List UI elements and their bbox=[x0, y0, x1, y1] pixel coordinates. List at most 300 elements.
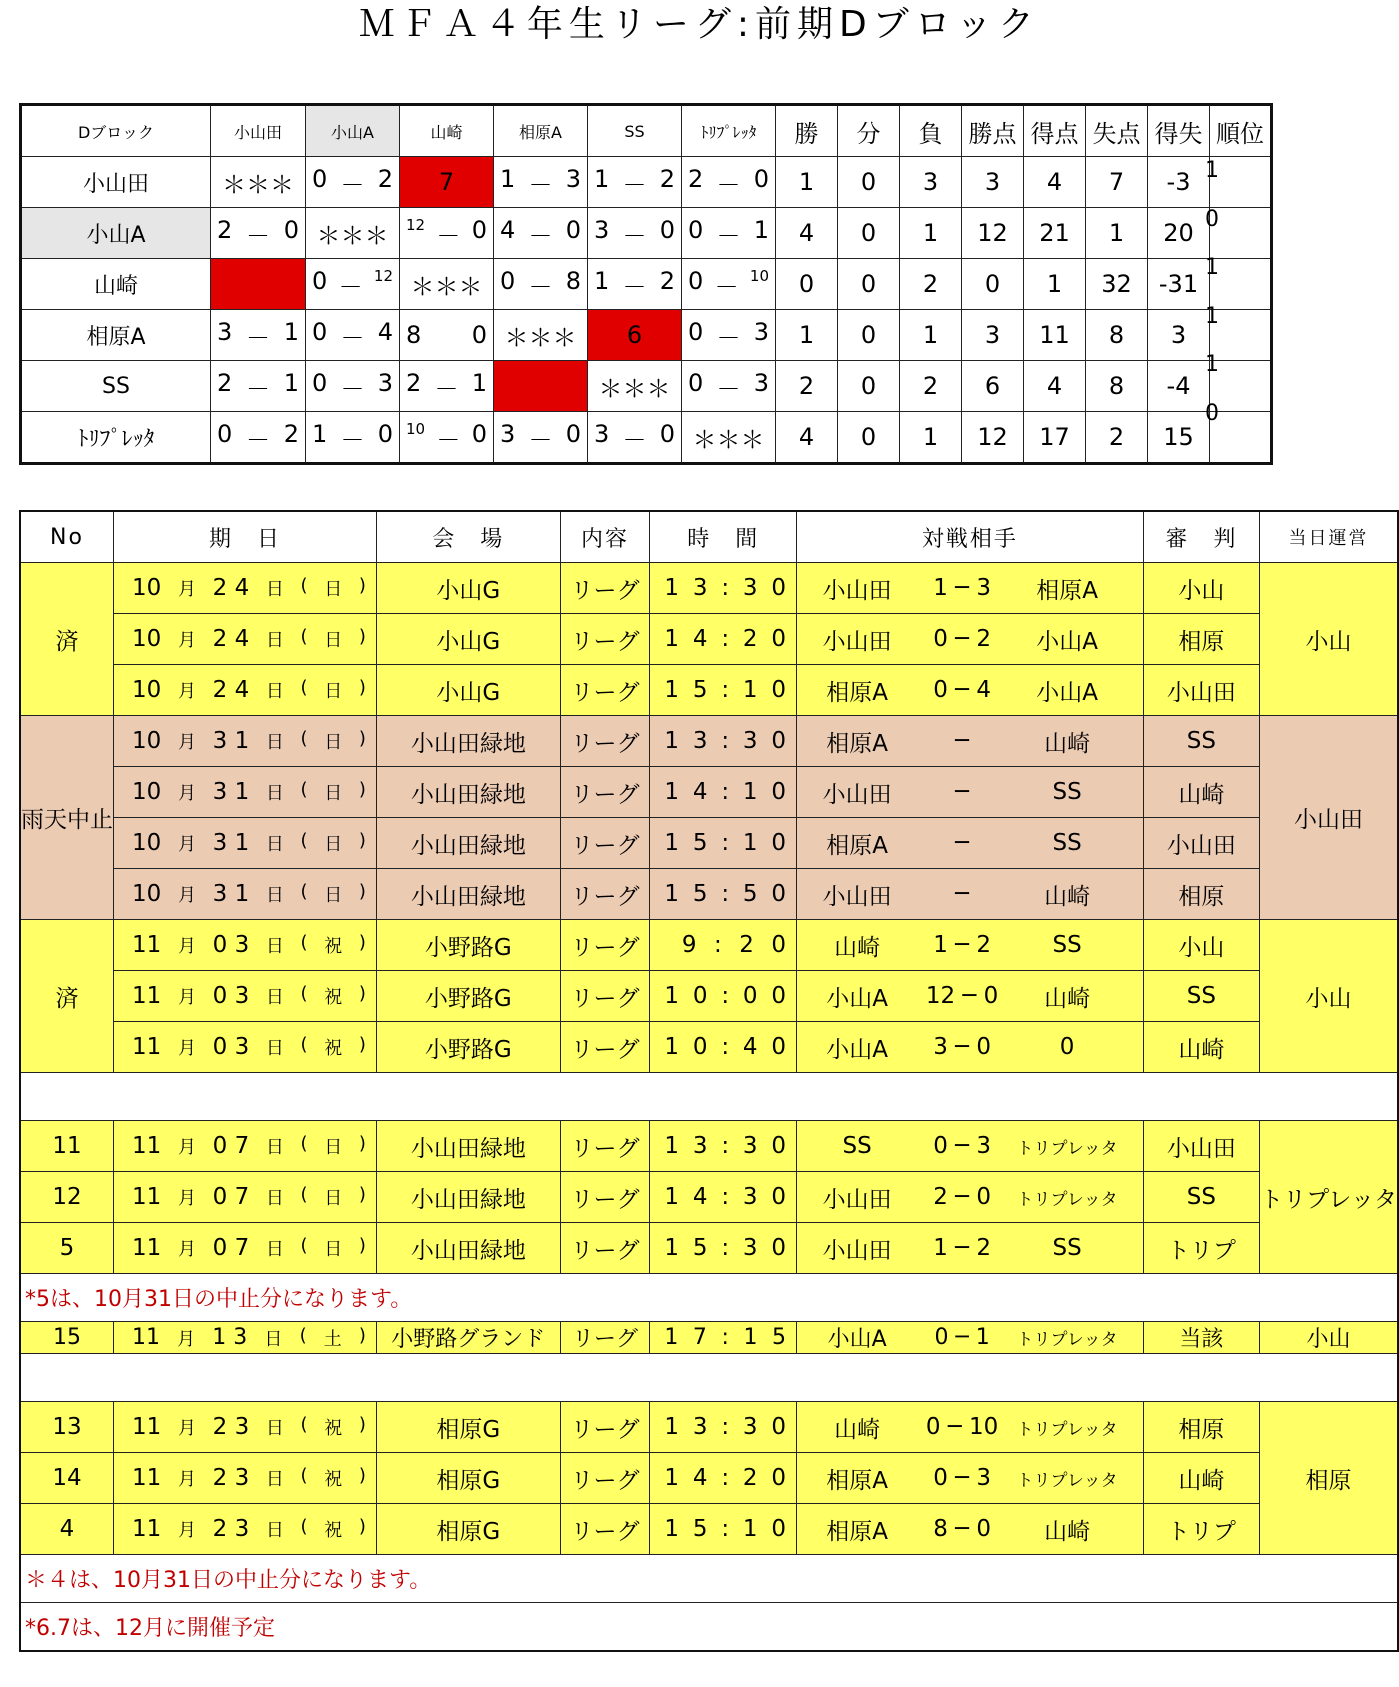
paren-open: ( bbox=[300, 677, 308, 698]
standings-row bbox=[21, 208, 1272, 259]
time-cell bbox=[650, 1453, 797, 1504]
date-cell bbox=[114, 1223, 377, 1274]
date bbox=[114, 779, 376, 805]
stat-cell: 17 bbox=[1024, 412, 1086, 464]
standings-row bbox=[21, 259, 1272, 310]
match-no: 15 bbox=[20, 1322, 114, 1354]
away-team: SS bbox=[1052, 932, 1082, 958]
stat-cell: 1 bbox=[1024, 259, 1086, 310]
date-cell bbox=[114, 1172, 377, 1223]
away-team: SS bbox=[1052, 1235, 1082, 1261]
stat-cell: 1 bbox=[900, 412, 962, 464]
date bbox=[114, 626, 376, 652]
self-match-cell: ＊＊＊ bbox=[494, 310, 588, 361]
time-digit: 1 bbox=[664, 830, 679, 856]
match bbox=[797, 1181, 1143, 1214]
date bbox=[114, 1034, 376, 1060]
stat-cell: 1 bbox=[776, 310, 838, 361]
score-part: 2 bbox=[283, 419, 299, 448]
match-type: リーグ bbox=[560, 1402, 650, 1453]
match-row bbox=[20, 1402, 1398, 1453]
time-cell bbox=[650, 1121, 797, 1172]
match-row bbox=[20, 1453, 1398, 1504]
time-digit: 1 bbox=[664, 779, 679, 805]
match-score: 0 ─ 3 bbox=[933, 1465, 991, 1491]
time-cell bbox=[650, 1322, 797, 1354]
date bbox=[114, 1235, 376, 1261]
away-team: 小山A bbox=[1036, 628, 1098, 655]
day-unit: 日 bbox=[264, 1328, 283, 1350]
stat-cell: 11 bbox=[1024, 310, 1086, 361]
time-digit: 1 bbox=[664, 1414, 679, 1440]
match-type: リーグ bbox=[560, 920, 650, 971]
standings-header-cell: ﾄﾘﾌﾟﾚｯﾀ bbox=[682, 105, 776, 157]
paren-open: ( bbox=[300, 1516, 308, 1537]
score-part: 4 bbox=[500, 215, 516, 244]
score-part: 1 bbox=[312, 419, 328, 448]
time bbox=[650, 626, 796, 652]
match bbox=[797, 572, 1143, 605]
time-colon: : bbox=[721, 779, 730, 805]
day-unit: 日 bbox=[265, 630, 284, 651]
team-name: 小山田 bbox=[21, 157, 211, 208]
venue: 小山田緑地 bbox=[376, 716, 560, 767]
score-cell bbox=[494, 259, 588, 310]
time-cell bbox=[650, 1504, 797, 1555]
venue: 小山田緑地 bbox=[376, 1121, 560, 1172]
stat-cell: 32 bbox=[1086, 259, 1148, 310]
match bbox=[797, 878, 1143, 911]
time-digit: 1 bbox=[743, 1325, 758, 1350]
match-row bbox=[20, 614, 1398, 665]
score-cell bbox=[211, 208, 306, 259]
venue: 小野路G bbox=[376, 971, 560, 1022]
weekday: 日 bbox=[324, 630, 343, 651]
score-cell bbox=[306, 361, 400, 412]
stat-cell: 0 bbox=[838, 259, 900, 310]
time-cell bbox=[650, 767, 797, 818]
standings-header-cell: 得点 bbox=[1024, 105, 1086, 157]
score-part: 3 bbox=[500, 419, 516, 448]
standings-table bbox=[19, 103, 1273, 465]
score-cell bbox=[682, 361, 776, 412]
time-digit: 2 bbox=[742, 1465, 758, 1491]
day-unit: 日 bbox=[265, 1520, 284, 1541]
score-part: 3 bbox=[377, 368, 393, 397]
score-part: － bbox=[340, 323, 365, 352]
time-digit: 2 bbox=[742, 626, 758, 652]
stat-cell: 0 bbox=[838, 208, 900, 259]
day: 2 3 bbox=[212, 1414, 250, 1440]
score-part: － bbox=[622, 170, 647, 199]
away-team: トリプレッタ bbox=[1016, 1470, 1118, 1491]
month-unit: 月 bbox=[177, 1137, 196, 1158]
match-score: 1 ─ 2 bbox=[933, 1235, 991, 1261]
match-type: リーグ bbox=[560, 767, 650, 818]
home-team: 小山A bbox=[827, 1327, 887, 1352]
note-row bbox=[20, 1274, 1398, 1322]
red-marked-cell bbox=[494, 361, 588, 412]
time-colon: : bbox=[721, 1184, 730, 1210]
day: 0 7 bbox=[212, 1235, 250, 1261]
time-colon: : bbox=[721, 830, 730, 856]
score-part: 0 bbox=[688, 368, 704, 397]
time-colon: : bbox=[721, 1235, 730, 1261]
score-part: 1 bbox=[283, 317, 299, 346]
match-score: 8 ─ 0 bbox=[933, 1516, 991, 1542]
match-score: 0 ─ 2 bbox=[933, 626, 991, 652]
stat-cell: 4 bbox=[776, 208, 838, 259]
score-part: 3 bbox=[217, 317, 233, 346]
spacer-row bbox=[20, 1354, 1398, 1402]
venue: 小山G bbox=[376, 665, 560, 716]
match-status: 雨天中止 bbox=[20, 716, 114, 920]
stat-cell: 21 bbox=[1024, 208, 1086, 259]
day-unit: 日 bbox=[265, 834, 284, 855]
venue: 相原G bbox=[376, 1453, 560, 1504]
match bbox=[797, 827, 1143, 860]
match bbox=[797, 1513, 1143, 1546]
stat-cell: 1 bbox=[900, 310, 962, 361]
time-digit: 0 bbox=[771, 626, 787, 652]
match-row bbox=[20, 971, 1398, 1022]
time-cell bbox=[650, 716, 797, 767]
referee: 山崎 bbox=[1143, 1022, 1259, 1073]
time-cell bbox=[650, 869, 797, 920]
match-status: 済 bbox=[20, 563, 114, 716]
date-cell bbox=[114, 614, 377, 665]
home-team: 山崎 bbox=[834, 1416, 881, 1443]
self-match-cell: ＊＊＊ bbox=[400, 259, 494, 310]
schedule-header-cell: 審 判 bbox=[1143, 511, 1259, 563]
schedule-table bbox=[19, 510, 1399, 1652]
match-cell bbox=[797, 1121, 1144, 1172]
venue: 小山田緑地 bbox=[376, 1172, 560, 1223]
stat-cell: 1 bbox=[776, 157, 838, 208]
score-cell bbox=[211, 361, 306, 412]
time-digit: 3 bbox=[742, 728, 758, 754]
day-unit: 日 bbox=[265, 1469, 284, 1490]
score bbox=[588, 420, 681, 455]
day: 0 7 bbox=[212, 1133, 250, 1159]
match-type: リーグ bbox=[560, 971, 650, 1022]
score-part: 0 bbox=[312, 368, 328, 397]
schedule-header-cell: 内容 bbox=[560, 511, 650, 563]
home-team: 小山田 bbox=[822, 1186, 892, 1213]
score-part: － bbox=[716, 374, 741, 403]
date-cell bbox=[114, 1322, 377, 1354]
day: 0 3 bbox=[212, 983, 250, 1009]
paren-close: ) bbox=[358, 1235, 366, 1256]
weekday: 土 bbox=[323, 1328, 342, 1350]
match-row bbox=[20, 716, 1398, 767]
match-cell bbox=[797, 1223, 1144, 1274]
referee: 相原 bbox=[1143, 1402, 1259, 1453]
match bbox=[797, 1133, 1143, 1159]
day-unit: 日 bbox=[265, 987, 284, 1008]
home-team: 小山田 bbox=[822, 577, 892, 604]
date-cell bbox=[114, 1121, 377, 1172]
time-cell bbox=[650, 665, 797, 716]
match-cell bbox=[797, 563, 1144, 614]
score-part: 0 bbox=[688, 317, 704, 346]
day: 2 3 bbox=[212, 1516, 250, 1542]
standings-header-cell: 負 bbox=[900, 105, 962, 157]
time-digit: 5 bbox=[692, 830, 708, 856]
date bbox=[114, 881, 376, 907]
time-digit: 1 bbox=[664, 983, 679, 1009]
paren-close: ) bbox=[358, 1465, 366, 1486]
date-cell bbox=[114, 869, 377, 920]
stat-cell: 4 bbox=[1024, 157, 1086, 208]
match-cell bbox=[797, 1504, 1144, 1555]
match-row bbox=[20, 1121, 1398, 1172]
paren-open: ( bbox=[300, 1465, 308, 1486]
match-cell bbox=[797, 716, 1144, 767]
self-match-cell: ＊＊＊ bbox=[682, 412, 776, 464]
match-row bbox=[20, 1322, 1398, 1354]
day: 0 7 bbox=[212, 1184, 250, 1210]
match bbox=[797, 623, 1143, 656]
score-cell bbox=[400, 412, 494, 464]
paren-open: ( bbox=[300, 626, 308, 647]
match-type: リーグ bbox=[560, 614, 650, 665]
weekday: 日 bbox=[324, 885, 343, 906]
standings-header-cell: 小山A bbox=[306, 105, 400, 157]
score-cell bbox=[588, 259, 682, 310]
match bbox=[797, 1322, 1143, 1353]
month: 10 bbox=[132, 830, 162, 856]
day: 2 4 bbox=[212, 677, 250, 703]
weekday: 祝 bbox=[324, 1418, 343, 1439]
rank-value: 0 bbox=[1205, 206, 1219, 232]
stat-cell: 12 bbox=[962, 412, 1024, 464]
home-team: 小山田 bbox=[822, 781, 892, 808]
score-part: 10 bbox=[406, 419, 426, 438]
red-marked-cell: 7 bbox=[400, 157, 494, 208]
match-row bbox=[20, 869, 1398, 920]
standings-header-cell: 得失 bbox=[1148, 105, 1210, 157]
score bbox=[306, 318, 399, 353]
stat-cell: -3 bbox=[1148, 157, 1210, 208]
page-title: ＭＦＡ４年生リーグ:前期Dブロック bbox=[358, 4, 1041, 45]
time bbox=[650, 881, 796, 907]
rank-value: 1 bbox=[1205, 352, 1219, 377]
month: 11 bbox=[132, 1184, 162, 1210]
day: 3 1 bbox=[212, 830, 250, 856]
time-digit: 0 bbox=[771, 1184, 787, 1210]
away-team: 0 bbox=[1059, 1034, 1075, 1060]
match-score: 12 ─ 0 bbox=[925, 983, 999, 1009]
weekday: 祝 bbox=[324, 1520, 343, 1541]
time-cell bbox=[650, 920, 797, 971]
stat-cell: 7 bbox=[1086, 157, 1148, 208]
match-type: リーグ bbox=[560, 1172, 650, 1223]
referee: 山崎 bbox=[1143, 767, 1259, 818]
time-colon: : bbox=[721, 1465, 730, 1491]
date-cell bbox=[114, 1402, 377, 1453]
referee: 相原 bbox=[1143, 614, 1259, 665]
self-match-cell: ＊＊＊ bbox=[211, 157, 306, 208]
time-cell bbox=[650, 563, 797, 614]
match-score: 1 ─ 3 bbox=[933, 575, 991, 601]
month: 11 bbox=[132, 1235, 162, 1261]
score-part: 3 bbox=[594, 215, 610, 244]
date-cell bbox=[114, 563, 377, 614]
score-part: 10 bbox=[749, 266, 769, 285]
day: 0 3 bbox=[212, 1034, 250, 1060]
stat-cell: 4 bbox=[1024, 361, 1086, 412]
stat-cell: -31 bbox=[1148, 259, 1210, 310]
time-digit: 4 bbox=[692, 626, 708, 652]
month-unit: 月 bbox=[177, 885, 196, 906]
rank-value: 0 bbox=[1205, 400, 1219, 426]
schedule-header-row bbox=[20, 511, 1398, 563]
match-row bbox=[20, 1022, 1398, 1073]
score-part: 0 bbox=[312, 266, 328, 295]
time-digit: 1 bbox=[664, 626, 679, 652]
note-text: ＊４は、10月31日の中止分になります。 bbox=[20, 1555, 1398, 1603]
date bbox=[114, 1325, 376, 1351]
standings-header-cell: 勝点 bbox=[962, 105, 1024, 157]
home-team: SS bbox=[842, 1133, 872, 1159]
date-cell bbox=[114, 971, 377, 1022]
match-status: 済 bbox=[20, 920, 114, 1073]
match bbox=[797, 1411, 1143, 1444]
day: 2 4 bbox=[212, 626, 250, 652]
score-part: 3 bbox=[753, 368, 769, 397]
match bbox=[797, 980, 1143, 1013]
match-type: リーグ bbox=[560, 818, 650, 869]
standings-row bbox=[21, 361, 1272, 412]
match-cell bbox=[797, 1322, 1144, 1354]
standings-row bbox=[21, 310, 1272, 361]
score-part: － bbox=[246, 425, 270, 454]
match-cell bbox=[797, 1402, 1144, 1453]
standings-header-cell: 失点 bbox=[1086, 105, 1148, 157]
date-cell bbox=[114, 1022, 377, 1073]
month-unit: 月 bbox=[177, 834, 196, 855]
time-digit: 1 bbox=[664, 1034, 679, 1060]
time-colon: : bbox=[721, 677, 730, 703]
day-unit: 日 bbox=[265, 1137, 284, 1158]
month: 10 bbox=[132, 626, 162, 652]
match-score: 2 ─ 0 bbox=[933, 1184, 991, 1210]
score bbox=[400, 420, 493, 455]
venue: 小野路グランド bbox=[376, 1322, 560, 1354]
away-team: SS bbox=[1052, 779, 1082, 805]
time bbox=[650, 1133, 796, 1159]
score bbox=[494, 420, 587, 455]
venue: 小山田緑地 bbox=[376, 767, 560, 818]
time-digit: 2 bbox=[739, 932, 754, 958]
score-cell bbox=[306, 310, 400, 361]
match-cell bbox=[797, 665, 1144, 716]
time-digit: 1 bbox=[664, 728, 679, 754]
operator: 小山 bbox=[1260, 920, 1398, 1073]
time bbox=[650, 1184, 796, 1210]
team-name: 山崎 bbox=[21, 259, 211, 310]
stat-cell: 2 bbox=[776, 361, 838, 412]
date-cell bbox=[114, 716, 377, 767]
rank-value: 1 bbox=[1205, 303, 1219, 329]
time-digit: 0 bbox=[692, 1034, 708, 1060]
match-score: 0 ─ 4 bbox=[933, 677, 991, 703]
match-no: 12 bbox=[20, 1172, 114, 1223]
month-unit: 月 bbox=[177, 732, 196, 753]
paren-close: ) bbox=[358, 830, 366, 851]
score bbox=[682, 216, 775, 251]
paren-open: ( bbox=[300, 1034, 308, 1055]
score-cell bbox=[682, 208, 776, 259]
score-part: － bbox=[246, 221, 270, 250]
score-part: － bbox=[528, 221, 553, 250]
score-cell bbox=[494, 412, 588, 464]
self-match-cell: ＊＊＊ bbox=[588, 361, 682, 412]
stat-cell: 0 bbox=[838, 157, 900, 208]
match-no: 4 bbox=[20, 1504, 114, 1555]
time-cell bbox=[650, 971, 797, 1022]
match bbox=[797, 776, 1143, 809]
match-type: リーグ bbox=[560, 1121, 650, 1172]
paren-open: ( bbox=[300, 779, 308, 800]
day-unit: 日 bbox=[265, 732, 284, 753]
paren-open: ( bbox=[300, 575, 308, 596]
time-digit: 3 bbox=[742, 1133, 758, 1159]
score-part: 8 bbox=[406, 321, 422, 349]
match-row bbox=[20, 665, 1398, 716]
stat-cell: 20 bbox=[1148, 208, 1210, 259]
match-type: リーグ bbox=[560, 1322, 650, 1354]
time bbox=[650, 1034, 796, 1060]
month: 11 bbox=[132, 1034, 162, 1060]
day: 1 3 bbox=[212, 1324, 248, 1350]
time-digit: 1 bbox=[742, 779, 758, 805]
score bbox=[588, 165, 681, 200]
score-part: 0 bbox=[471, 321, 487, 349]
time-colon: : bbox=[721, 1516, 730, 1542]
date-cell bbox=[114, 920, 377, 971]
match-type: リーグ bbox=[560, 1504, 650, 1555]
venue: 小山田緑地 bbox=[376, 818, 560, 869]
month: 11 bbox=[132, 983, 162, 1009]
score-part: － bbox=[528, 425, 553, 454]
paren-close: ) bbox=[358, 1184, 366, 1205]
day-unit: 日 bbox=[265, 885, 284, 906]
date-cell bbox=[114, 665, 377, 716]
match-row bbox=[20, 1223, 1398, 1274]
time bbox=[650, 779, 796, 805]
home-team: 小山田 bbox=[822, 628, 892, 655]
away-team: トリプレッタ bbox=[1016, 1138, 1118, 1159]
time-colon: : bbox=[721, 1325, 729, 1350]
time-digit: 0 bbox=[771, 1414, 787, 1440]
note-row bbox=[20, 1603, 1398, 1652]
time-digit: 1 bbox=[742, 677, 758, 703]
time bbox=[650, 1414, 796, 1440]
stat-cell: 8 bbox=[1086, 310, 1148, 361]
stat-cell: 2 bbox=[1086, 412, 1148, 464]
month: 10 bbox=[132, 881, 162, 907]
score-part: 0 bbox=[565, 215, 581, 244]
time-digit: 3 bbox=[742, 1235, 758, 1261]
score-part: 1 bbox=[283, 368, 299, 397]
day-unit: 日 bbox=[265, 936, 284, 957]
match-cell bbox=[797, 1453, 1144, 1504]
paren-close: ) bbox=[358, 1133, 366, 1154]
time-digit: 1 bbox=[664, 881, 679, 907]
score-cell bbox=[400, 310, 494, 361]
